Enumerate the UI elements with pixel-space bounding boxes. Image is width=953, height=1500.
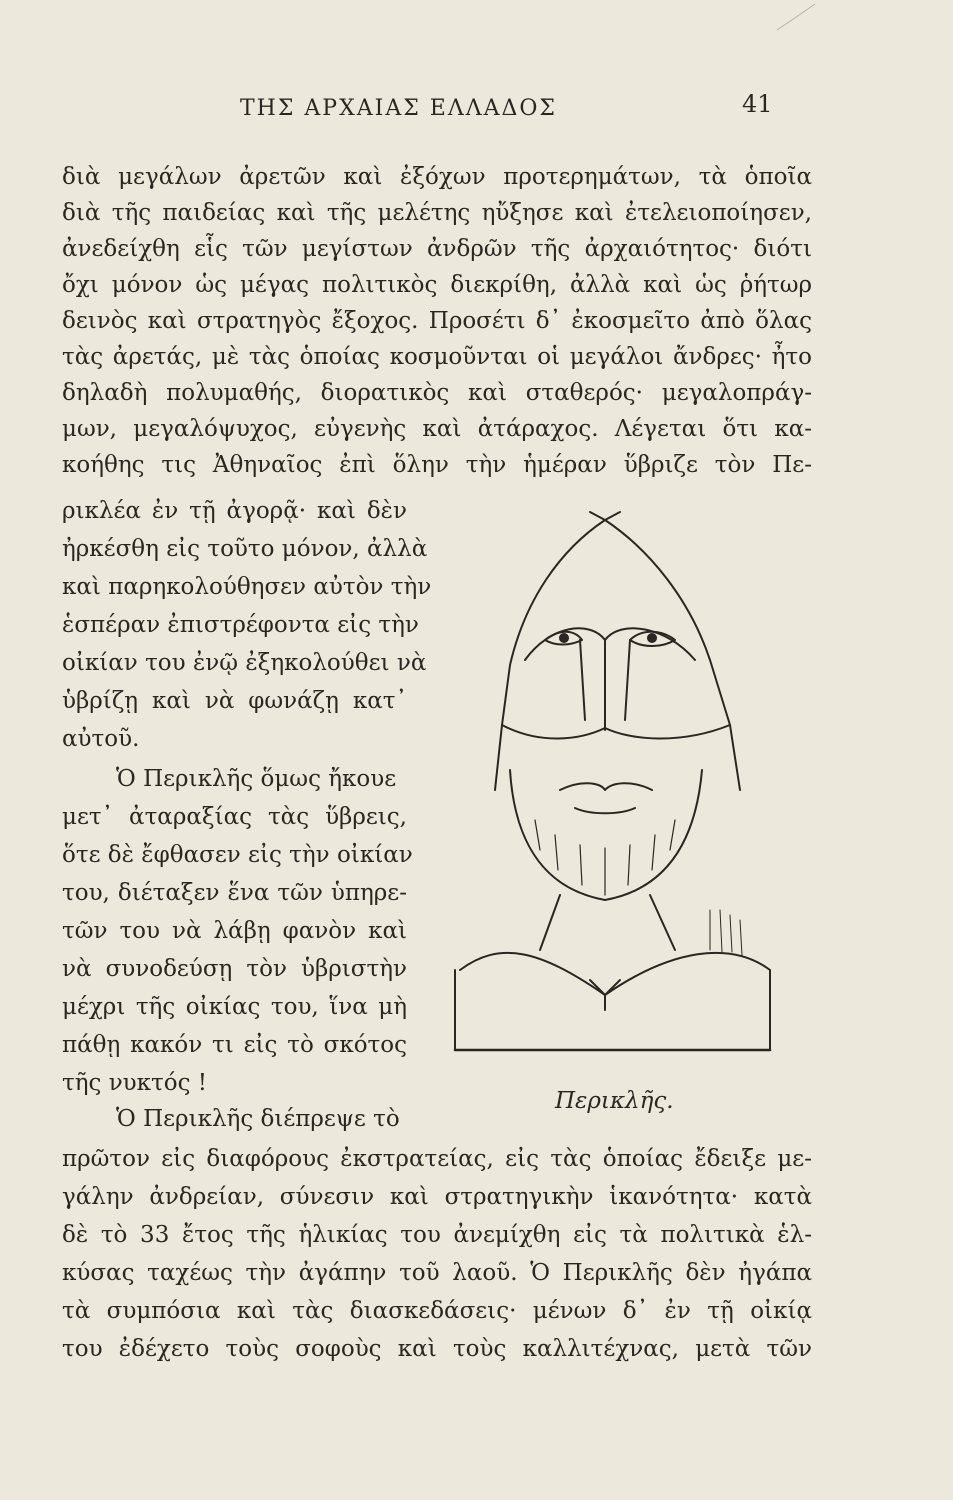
- text-line: τῶν του νὰ λάβῃ φανὸν καὶ: [62, 918, 407, 944]
- text-line: γάλην ἀνδρείαν, σύνεσιν καὶ στρατηγικὴν ἱκανότητα· κατὰ: [62, 1184, 812, 1210]
- text-line: κοήθης τις Ἀθηναῖος ἐπὶ ὅλην τὴν ἡμέραν ὕβριζε τὸν Πε-: [62, 452, 812, 478]
- text-line: ἑσπέραν ἐπιστρέφοντα εἰς τὴν: [62, 612, 419, 638]
- text-line: τὰς ἀρετάς, μὲ τὰς ὁποίας κοσμοῦνται οἱ μεγάλοι ἄνδρες· ἦτο: [62, 344, 812, 370]
- text-line: ἀνεδείχθη εἷς τῶν μεγίστων ἀνδρῶν τῆς ἀρχαιότητος· διότι: [62, 236, 812, 262]
- figure-caption: Περικλῆς.: [555, 1088, 674, 1114]
- text-line: πρῶτον εἰς διαφόρους ἐκστρατείας, εἰς τὰς ὁποίας ἔδειξε με-: [62, 1146, 812, 1172]
- page-corner-mark: [775, 0, 835, 40]
- text-line: ρικλέα ἐν τῇ ἀγορᾷ· καὶ δὲν: [62, 498, 407, 524]
- text-line: οἰκίαν του ἐνῷ ἐξηκολούθει νὰ: [62, 650, 427, 676]
- text-line: κύσας ταχέως τὴν ἀγάπην τοῦ λαοῦ. Ὁ Περικλῆς δὲν ἠγάπα: [62, 1260, 812, 1286]
- text-line: μέχρι τῆς οἰκίας του, ἵνα μὴ: [62, 994, 407, 1020]
- text-line: του, διέταξεν ἕνα τῶν ὑπηρε-: [62, 880, 407, 906]
- running-title: ΤΗΣ ΑΡΧΑΙΑΣ ΕΛΛΑΔΟΣ: [240, 96, 557, 121]
- text-line: τῆς νυκτός !: [62, 1070, 208, 1096]
- text-line: ἠρκέσθη εἰς τοῦτο μόνον, ἀλλὰ: [62, 536, 428, 562]
- text-line: διὰ τῆς παιδείας καὶ τῆς μελέτης ηὔξησε καὶ ἐτελειοποίησεν,: [62, 200, 812, 226]
- text-line: καὶ παρηκολούθησεν αὐτὸν τὴν: [62, 574, 432, 600]
- text-line: ὄχι μόνον ὡς μέγας πολιτικὸς διεκρίθη, ἀλλὰ καὶ ὡς ῥήτωρ: [62, 272, 812, 298]
- text-line: νὰ συνοδεύσῃ τὸν ὑβριστὴν: [62, 956, 407, 982]
- text-line: τὰ συμπόσια καὶ τὰς διασκεδάσεις· μένων δ᾽ ἐν τῇ οἰκίᾳ: [62, 1298, 812, 1324]
- text-line: ὅτε δὲ ἔφθασεν εἰς τὴν οἰκίαν: [62, 842, 413, 868]
- text-line: πάθῃ κακόν τι εἰς τὸ σκότος: [62, 1032, 407, 1058]
- page-number: 41: [742, 90, 773, 118]
- text-line: δεινὸς καὶ στρατηγὸς ἔξοχος. Προσέτι δ᾽ ἐκοσμεῖτο ἀπὸ ὅλας: [62, 308, 812, 334]
- text-line: δηλαδὴ πολυμαθής, διορατικὸς καὶ σταθερός· μεγαλοπράγ-: [62, 380, 812, 406]
- pericles-portrait: [440, 490, 790, 1080]
- text-line: ὑβρίζῃ καὶ νὰ φωνάζῃ κατ᾽: [62, 688, 407, 714]
- paragraph-start: Ὁ Περικλῆς ὅμως ἤκουε: [116, 766, 397, 792]
- text-line: μετ᾽ ἀταραξίας τὰς ὕβρεις,: [62, 804, 407, 830]
- text-line: αὐτοῦ.: [62, 726, 140, 752]
- text-line: μων, μεγαλόψυχος, εὐγενὴς καὶ ἀτάραχος. Λέγεται ὅτι κα-: [62, 416, 812, 442]
- text-line: του ἐδέχετο τοὺς σοφοὺς καὶ τοὺς καλλιτέχνας, μετὰ τῶν: [62, 1336, 812, 1362]
- running-header: [0, 90, 953, 136]
- paragraph-start: Ὁ Περικλῆς διέπρεψε τὸ: [116, 1106, 400, 1132]
- text-line: διὰ μεγάλων ἀρετῶν καὶ ἐξόχων προτερημάτων, τὰ ὁποῖα: [62, 164, 812, 190]
- text-line: δὲ τὸ 33 ἔτος τῆς ἡλικίας του ἀνεμίχθη εἰς τὰ πολιτικὰ ἑλ-: [62, 1222, 812, 1248]
